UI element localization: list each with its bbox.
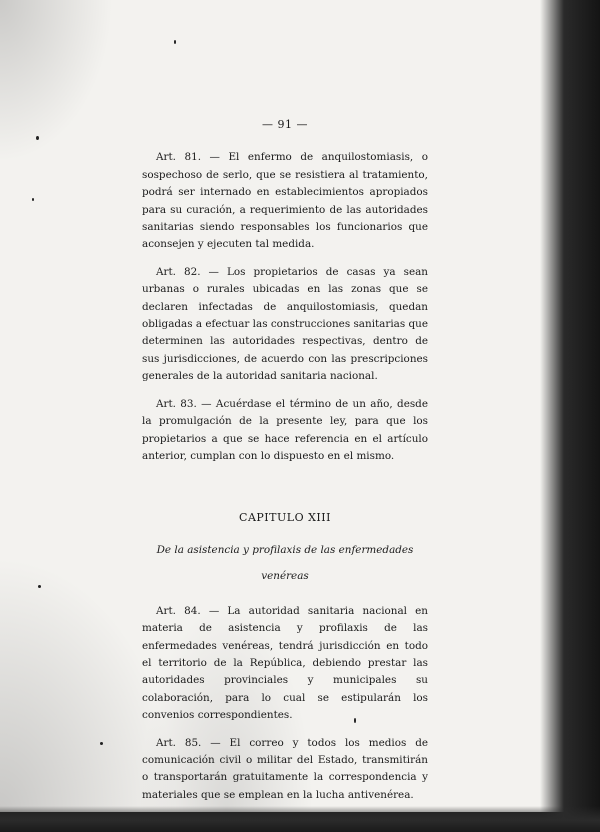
article-83: Art. 83. — Acuérdase el término de un año, desde la promulgación de la presente ley, para que los propietarios a que se hace referencia en el artículo anterior, cumplan con lo dispuesto en el mismo. — [142, 397, 428, 462]
ink-speck — [100, 742, 103, 745]
scan-shadow-right — [540, 0, 600, 832]
ink-speck — [32, 198, 34, 201]
chapter-subtitle: De la asistencia y profilaxis de las enfermedades — [156, 543, 414, 556]
ink-speck — [174, 40, 176, 44]
ink-speck — [38, 585, 41, 588]
page-number: — 91 — — [262, 118, 308, 131]
chapter-subtitle-continuation: venéreas — [261, 569, 309, 582]
article-82: Art. 82. — Los propietarios de casas ya sean urbanas o rurales ubicadas en las zonas que se declaren infectadas de anquilostomiasis, quedan obligadas a efectuar las construcciones sanitarias que determinen las autoridades respectivas, dentro de sus jurisdicciones, de acuerdo con las prescripciones generales de la autoridad sanitaria nacional. — [142, 265, 428, 383]
document-text — [142, 116, 428, 814]
scan-shadow-bottom — [0, 806, 600, 832]
ink-speck — [36, 136, 39, 140]
article-84: Art. 84. — La autoridad sanitaria nacional en materia de asistencia y profilaxis de las enfermedades venéreas, tendrá jurisdicción en todo el territorio de la República, debiendo prestar las autoridades provinciales y municipales su colaboración, para lo cual se estipularán los convenios correspondientes. — [142, 604, 428, 722]
article-81: Art. 81. — El enfermo de anquilostomiasis, o sospechoso de serlo, que se resistiera al tratamiento, podrá ser internado en establecimientos apropiados para su curación, a requerimiento de las autoridades sanitarias siendo responsables los funcionarios que aconsejen y ejecuten tal medida. — [142, 151, 428, 251]
chapter-title: CAPITULO XIII — [239, 511, 331, 525]
article-85: Art. 85. — El correo y todos los medios de comunicación civil o militar del Estado, transmitirán o transportarán gratuitamente la correspondencia y materiales que se emplean en la lucha antivenérea. — [142, 736, 428, 801]
